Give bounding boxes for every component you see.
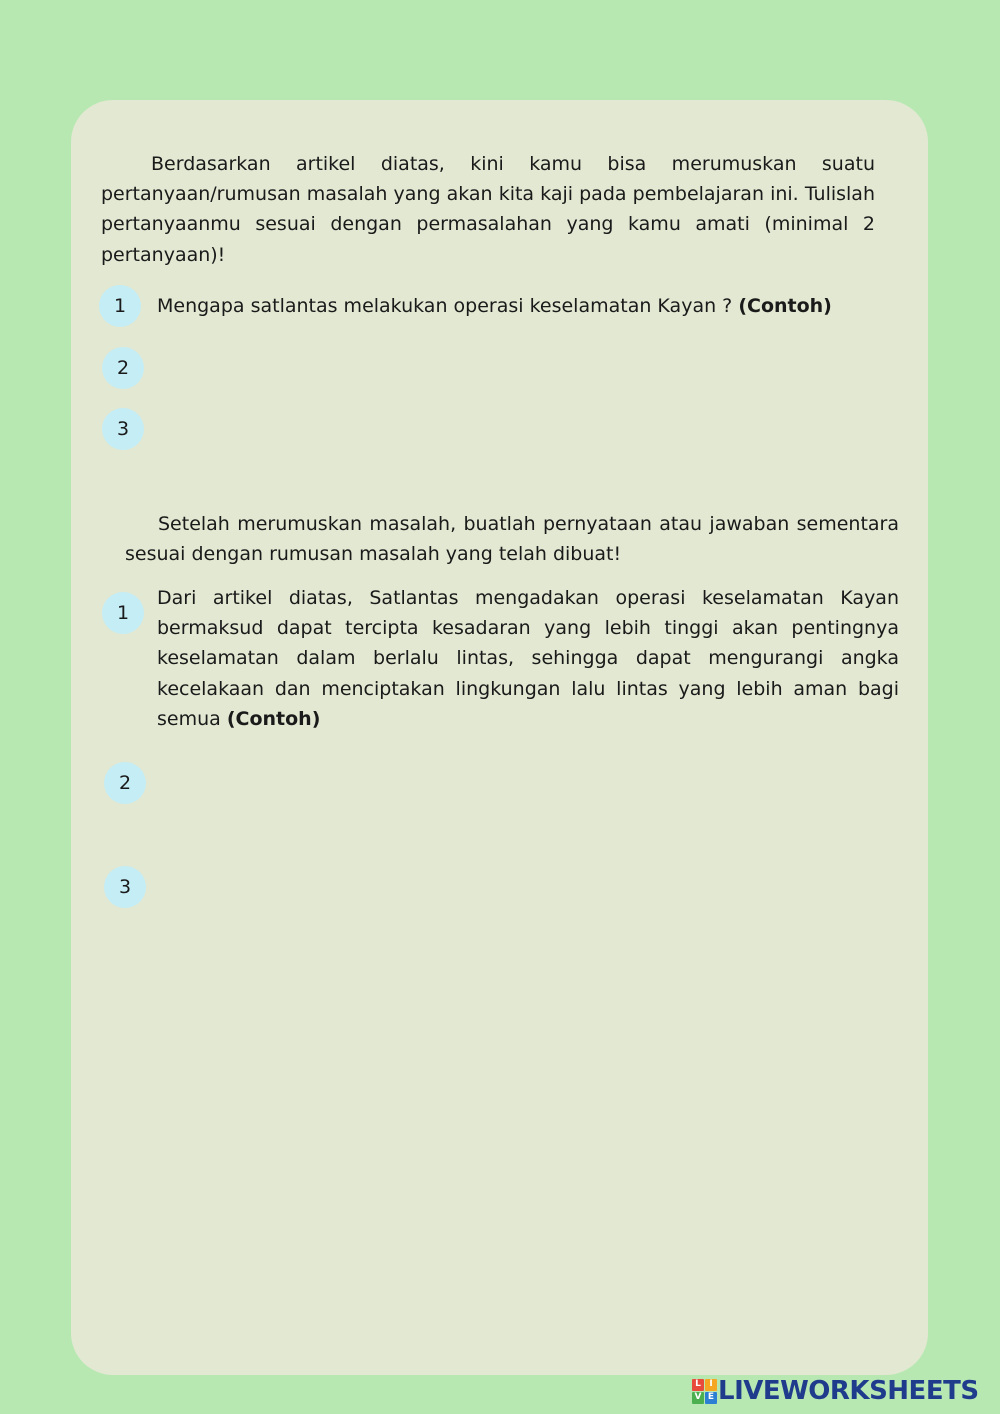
section2-number-1: 1 (102, 592, 144, 634)
section2-answer-3-field[interactable] (157, 868, 899, 906)
section1-number-1: 1 (99, 285, 141, 327)
section1-number-2: 2 (102, 347, 144, 389)
section1-instruction-text: Berdasarkan artikel diatas, kini kamu bisa merumuskan suatu pertanyaan/rumusan masalah yang akan kita kaji pada pembelajaran ini. Tulislah pertanyaanmu sesuai dengan permasalahan yang kamu amati (minimal 2 pertanyaan)! (101, 153, 875, 266)
section2-number-3: 3 (104, 866, 146, 908)
logo-letter-l: L (692, 1379, 704, 1391)
liveworksheets-brand[interactable] (692, 1376, 979, 1406)
logo-letter-e: E (705, 1392, 717, 1404)
section1-instruction (101, 149, 875, 270)
section1-answer-2-field[interactable] (157, 349, 875, 387)
section1-answer-3-field[interactable] (157, 410, 875, 448)
section2-answer-1 (157, 583, 899, 734)
section2-instruction-text: Setelah merumuskan masalah, buatlah pernyataan atau jawaban sementara sesuai dengan rumusan masalah yang telah dibuat! (125, 513, 899, 566)
section1-answer-1-example: (Contoh) (738, 295, 832, 317)
section2-instruction (125, 509, 899, 569)
liveworksheets-logo-icon (692, 1379, 716, 1403)
section2-answer-2-field[interactable] (157, 764, 899, 802)
section2-answer-1-text: Dari artikel diatas, Satlantas mengadakan operasi keselamatan Kayan bermaksud dapat tercipta kesadaran yang lebih tinggi akan pentingnya keselamatan dalam berlalu lintas, sehingga dapat mengurangi angka kecelakaan dan menciptakan lingkungan lalu lintas yang lebih aman bagi semua (157, 587, 899, 730)
section1-answer-1-text: Mengapa satlantas melakukan operasi keselamatan Kayan ? (157, 295, 733, 317)
logo-letter-v: V (692, 1392, 704, 1404)
logo-letter-i: I (705, 1379, 717, 1391)
section1-answer-1 (157, 291, 832, 321)
section1-number-3: 3 (102, 408, 144, 450)
brand-name: LIVEWORKSHEETS (718, 1376, 979, 1406)
section2-answer-1-example: (Contoh) (226, 707, 321, 730)
section2-number-2: 2 (104, 762, 146, 804)
